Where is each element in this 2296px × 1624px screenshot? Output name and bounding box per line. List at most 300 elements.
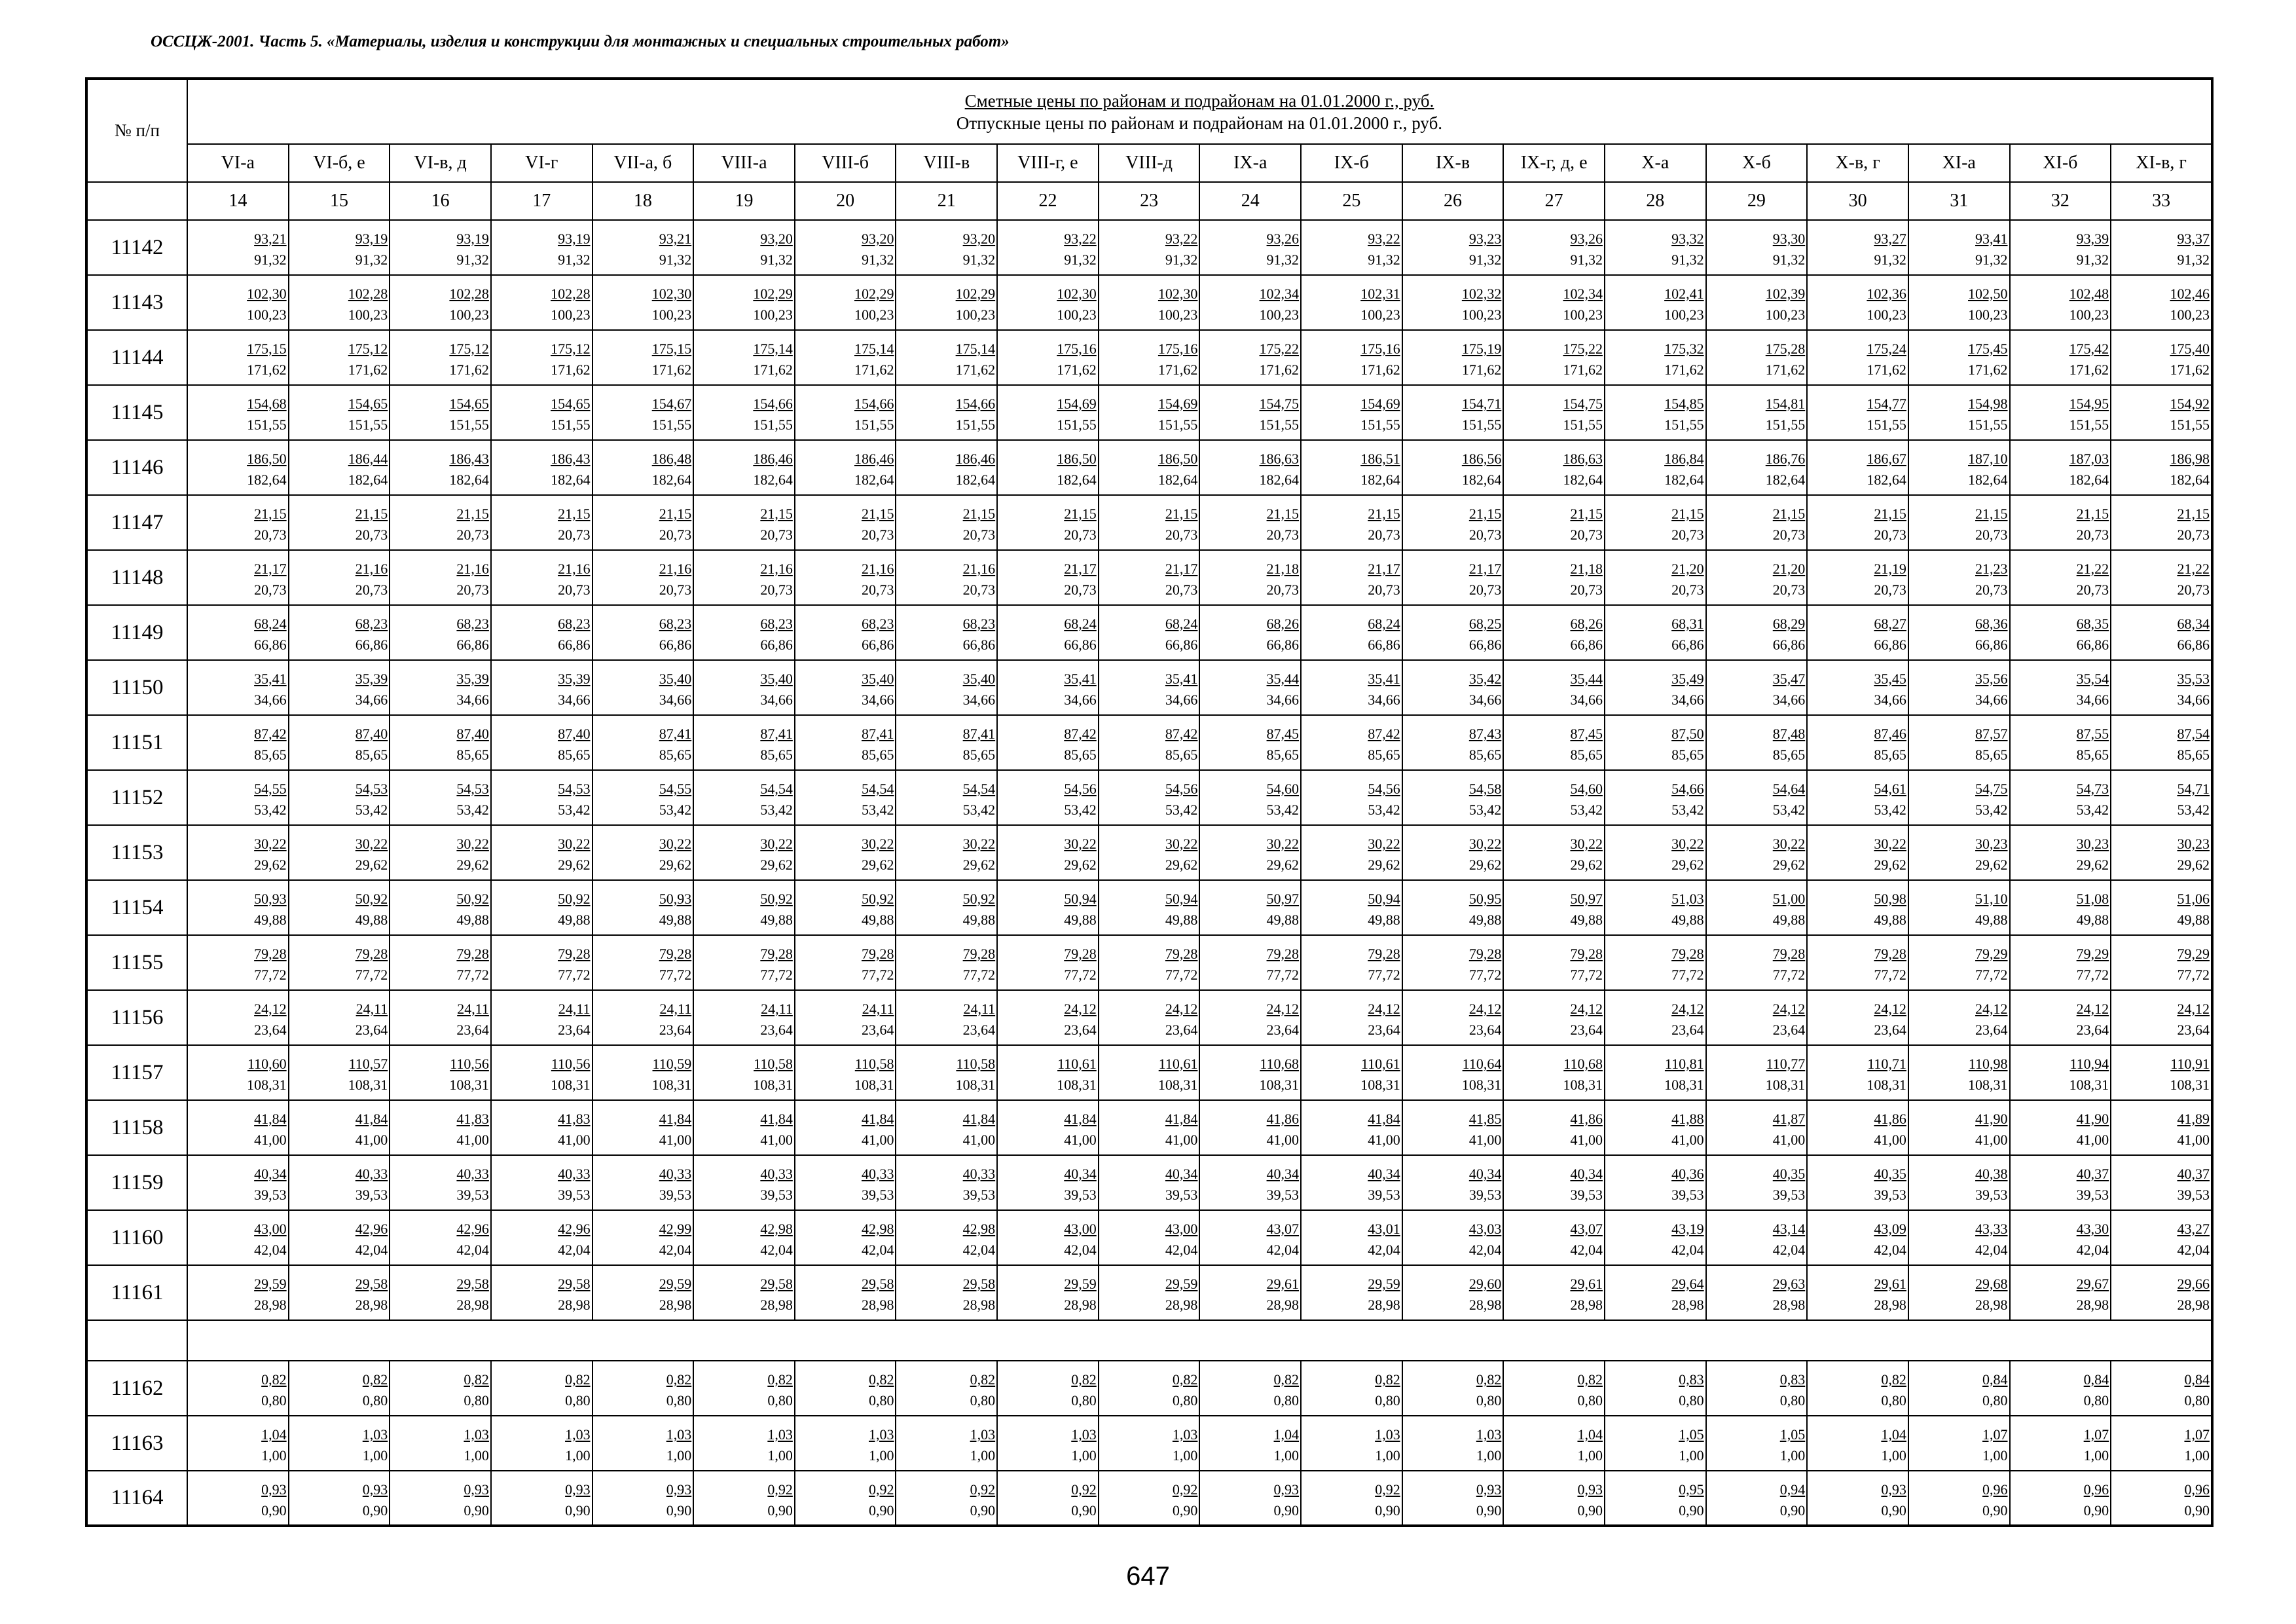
price-table bbox=[85, 77, 2214, 1527]
price-cell bbox=[896, 1210, 997, 1265]
price-cell bbox=[390, 660, 491, 715]
price-cell bbox=[1301, 220, 1402, 275]
estimated-price: 79,28 bbox=[1468, 946, 1502, 962]
column-number: 30 bbox=[1807, 182, 1908, 220]
price-cell bbox=[1908, 275, 2010, 330]
estimated-price: 110,61 bbox=[1158, 1056, 1198, 1072]
estimated-price: 30,23 bbox=[1975, 836, 2008, 852]
estimated-price: 21,15 bbox=[456, 506, 489, 522]
wholesale-price: 28,98 bbox=[558, 1297, 591, 1313]
price-cell bbox=[390, 330, 491, 385]
estimated-price: 29,66 bbox=[2177, 1276, 2210, 1292]
estimated-price: 24,12 bbox=[2076, 1001, 2109, 1017]
estimated-price: 1,07 bbox=[2184, 1426, 2210, 1443]
wholesale-price: 108,31 bbox=[551, 1077, 591, 1093]
price-cell bbox=[390, 385, 491, 440]
estimated-price: 0,95 bbox=[1679, 1481, 1704, 1498]
price-cell bbox=[1301, 495, 1402, 550]
row-number: 11145 bbox=[86, 385, 187, 440]
price-cell bbox=[1807, 715, 1908, 770]
wholesale-price: 20,73 bbox=[1165, 581, 1198, 598]
row-number: 11162 bbox=[86, 1361, 187, 1416]
estimated-price: 42,96 bbox=[355, 1221, 388, 1237]
wholesale-price: 0,90 bbox=[1982, 1502, 2008, 1519]
estimated-price: 30,22 bbox=[355, 836, 388, 852]
price-cell bbox=[491, 385, 592, 440]
price-cell bbox=[1605, 1210, 1706, 1265]
wholesale-price: 0,90 bbox=[1071, 1502, 1097, 1519]
estimated-price: 154,85 bbox=[1664, 396, 1704, 412]
wholesale-price: 151,55 bbox=[1867, 416, 1906, 433]
price-cell bbox=[1605, 275, 1706, 330]
price-cell bbox=[1908, 1045, 2010, 1100]
column-number: 18 bbox=[592, 182, 694, 220]
wholesale-price: 23,64 bbox=[760, 1022, 793, 1038]
wholesale-price: 20,73 bbox=[1368, 581, 1400, 598]
wholesale-price: 41,00 bbox=[962, 1132, 996, 1148]
price-cell bbox=[1199, 330, 1301, 385]
wholesale-price: 29,62 bbox=[1874, 857, 1906, 873]
estimated-price: 30,22 bbox=[659, 836, 692, 852]
price-cell bbox=[390, 1471, 491, 1526]
price-cell bbox=[1301, 1100, 1402, 1155]
price-cell bbox=[592, 605, 694, 660]
wholesale-price: 108,31 bbox=[348, 1077, 388, 1093]
wholesale-price: 29,62 bbox=[355, 857, 388, 873]
estimated-price: 24,12 bbox=[1468, 1001, 1502, 1017]
estimated-price: 54,53 bbox=[456, 781, 489, 797]
estimated-price: 21,15 bbox=[861, 506, 894, 522]
price-cell bbox=[1807, 440, 1908, 495]
estimated-price: 154,81 bbox=[1765, 396, 1806, 412]
wholesale-price: 0,90 bbox=[970, 1502, 996, 1519]
estimated-price: 154,71 bbox=[1461, 396, 1502, 412]
estimated-price: 1,03 bbox=[464, 1426, 489, 1443]
wholesale-price: 23,64 bbox=[1266, 1022, 1300, 1038]
price-cell bbox=[795, 1045, 896, 1100]
estimated-price: 175,32 bbox=[1664, 341, 1704, 357]
price-cell bbox=[693, 495, 795, 550]
estimated-price: 40,35 bbox=[1772, 1166, 1806, 1182]
wholesale-price: 77,72 bbox=[1368, 967, 1400, 983]
column-name: VI-а bbox=[187, 144, 289, 182]
price-cell bbox=[1301, 330, 1402, 385]
price-cell bbox=[795, 275, 896, 330]
wholesale-price: 29,62 bbox=[558, 857, 591, 873]
price-cell bbox=[1807, 990, 1908, 1045]
price-cell bbox=[997, 495, 1099, 550]
price-cell bbox=[1402, 605, 1504, 660]
wholesale-price: 77,72 bbox=[2076, 967, 2109, 983]
wholesale-price: 23,64 bbox=[1064, 1022, 1097, 1038]
estimated-price: 54,58 bbox=[1468, 781, 1502, 797]
estimated-price: 29,59 bbox=[659, 1276, 692, 1292]
price-cell bbox=[2111, 385, 2212, 440]
price-cell bbox=[1301, 385, 1402, 440]
price-cell bbox=[491, 1265, 592, 1320]
table-row bbox=[86, 1265, 2212, 1320]
estimated-price: 21,23 bbox=[1975, 561, 2008, 577]
estimated-price: 30,23 bbox=[2076, 836, 2109, 852]
estimated-price: 54,64 bbox=[1772, 781, 1806, 797]
price-cell bbox=[1199, 440, 1301, 495]
estimated-price: 87,42 bbox=[1165, 726, 1198, 742]
estimated-price: 0,93 bbox=[1577, 1481, 1603, 1498]
wholesale-price: 77,72 bbox=[760, 967, 793, 983]
wholesale-price: 108,31 bbox=[2170, 1077, 2210, 1093]
estimated-price: 154,66 bbox=[753, 396, 793, 412]
estimated-price: 21,16 bbox=[456, 561, 489, 577]
wholesale-price: 100,23 bbox=[1057, 306, 1097, 323]
column-number: 17 bbox=[491, 182, 592, 220]
price-cell bbox=[1402, 220, 1504, 275]
wholesale-price: 66,86 bbox=[254, 637, 287, 653]
estimated-price: 30,22 bbox=[1266, 836, 1300, 852]
wholesale-price: 42,04 bbox=[1266, 1242, 1300, 1258]
column-name: X-в, г bbox=[1807, 144, 1908, 182]
wholesale-price: 41,00 bbox=[1570, 1132, 1603, 1148]
wholesale-price: 53,42 bbox=[1266, 802, 1300, 818]
estimated-price: 21,15 bbox=[355, 506, 388, 522]
wholesale-price: 20,73 bbox=[659, 526, 692, 543]
estimated-price: 110,58 bbox=[754, 1056, 793, 1072]
wholesale-price: 34,66 bbox=[1772, 692, 1806, 708]
estimated-price: 50,97 bbox=[1266, 891, 1300, 907]
price-cell bbox=[693, 275, 795, 330]
price-cell bbox=[2111, 440, 2212, 495]
estimated-price: 102,46 bbox=[2170, 286, 2210, 302]
estimated-price: 186,43 bbox=[551, 451, 591, 467]
estimated-price: 154,69 bbox=[1057, 396, 1097, 412]
wholesale-price: 91,32 bbox=[1772, 251, 1806, 268]
price-cell bbox=[693, 550, 795, 605]
estimated-price: 0,92 bbox=[767, 1481, 793, 1498]
price-cell bbox=[795, 825, 896, 880]
estimated-price: 35,40 bbox=[659, 671, 692, 687]
table-row bbox=[86, 1361, 2212, 1416]
estimated-price: 40,34 bbox=[1570, 1166, 1603, 1182]
price-cell bbox=[997, 825, 1099, 880]
price-cell bbox=[1706, 495, 1808, 550]
wholesale-price: 66,86 bbox=[861, 637, 894, 653]
price-cell bbox=[1199, 1265, 1301, 1320]
price-cell bbox=[1301, 935, 1402, 990]
price-cell bbox=[997, 385, 1099, 440]
estimated-price: 79,29 bbox=[2177, 946, 2210, 962]
wholesale-price: 77,72 bbox=[1874, 967, 1906, 983]
wholesale-price: 53,42 bbox=[861, 802, 894, 818]
estimated-price: 40,33 bbox=[760, 1166, 793, 1182]
price-cell bbox=[997, 1045, 1099, 1100]
estimated-price: 42,98 bbox=[962, 1221, 996, 1237]
price-cell bbox=[1301, 605, 1402, 660]
estimated-price: 24,12 bbox=[1874, 1001, 1906, 1017]
wholesale-price: 85,65 bbox=[1671, 747, 1704, 763]
table-row bbox=[86, 935, 2212, 990]
estimated-price: 110,61 bbox=[1361, 1056, 1400, 1072]
wholesale-price: 42,04 bbox=[355, 1242, 388, 1258]
estimated-price: 21,15 bbox=[2076, 506, 2109, 522]
estimated-price: 1,05 bbox=[1679, 1426, 1704, 1443]
price-cell bbox=[1503, 1361, 1605, 1416]
estimated-price: 0,82 bbox=[565, 1371, 591, 1388]
price-cell bbox=[2111, 715, 2212, 770]
price-cell bbox=[1908, 990, 2010, 1045]
estimated-price: 87,48 bbox=[1772, 726, 1806, 742]
estimated-price: 43,07 bbox=[1570, 1221, 1603, 1237]
price-cell bbox=[1099, 880, 1200, 935]
estimated-price: 0,82 bbox=[1476, 1371, 1502, 1388]
price-cell bbox=[997, 880, 1099, 935]
wholesale-price: 77,72 bbox=[1570, 967, 1603, 983]
wholesale-price: 91,32 bbox=[1266, 251, 1300, 268]
estimated-price: 41,90 bbox=[2076, 1111, 2109, 1127]
estimated-price: 21,15 bbox=[962, 506, 996, 522]
estimated-price: 21,22 bbox=[2076, 561, 2109, 577]
estimated-price: 154,98 bbox=[1968, 396, 2008, 412]
estimated-price: 40,33 bbox=[861, 1166, 894, 1182]
price-cell bbox=[1199, 880, 1301, 935]
wholesale-price: 42,04 bbox=[456, 1242, 489, 1258]
wholesale-price: 91,32 bbox=[1975, 251, 2008, 268]
estimated-price: 21,20 bbox=[1772, 561, 1806, 577]
estimated-price: 87,42 bbox=[1064, 726, 1097, 742]
price-cell bbox=[1908, 880, 2010, 935]
column-name: X-а bbox=[1605, 144, 1706, 182]
wholesale-price: 41,00 bbox=[1975, 1132, 2008, 1148]
estimated-price: 102,28 bbox=[551, 286, 591, 302]
wholesale-price: 34,66 bbox=[1570, 692, 1603, 708]
estimated-price: 110,57 bbox=[348, 1056, 388, 1072]
wholesale-price: 0,80 bbox=[2083, 1392, 2109, 1409]
wholesale-price: 39,53 bbox=[1975, 1187, 2008, 1203]
wholesale-price: 23,64 bbox=[1368, 1022, 1400, 1038]
estimated-price: 0,96 bbox=[1982, 1481, 2008, 1498]
wholesale-price: 108,31 bbox=[1563, 1077, 1603, 1093]
wholesale-price: 41,00 bbox=[1266, 1132, 1300, 1148]
estimated-price: 40,33 bbox=[962, 1166, 996, 1182]
price-cell bbox=[693, 715, 795, 770]
wholesale-price: 182,64 bbox=[1057, 471, 1097, 488]
wholesale-price: 182,64 bbox=[247, 471, 287, 488]
estimated-price: 21,15 bbox=[1570, 506, 1603, 522]
row-number: 11146 bbox=[86, 440, 187, 495]
wholesale-price: 100,23 bbox=[1461, 306, 1502, 323]
column-name: IX-в bbox=[1402, 144, 1504, 182]
estimated-price: 102,32 bbox=[1461, 286, 1502, 302]
estimated-price: 24,12 bbox=[1975, 1001, 2008, 1017]
price-cell bbox=[795, 330, 896, 385]
estimated-price: 41,87 bbox=[1772, 1111, 1806, 1127]
estimated-price: 154,66 bbox=[854, 396, 894, 412]
price-cell bbox=[896, 550, 997, 605]
price-cell bbox=[1807, 770, 1908, 825]
estimated-price: 93,30 bbox=[1772, 231, 1806, 247]
price-cell bbox=[1503, 935, 1605, 990]
price-cell bbox=[592, 220, 694, 275]
estimated-price: 68,35 bbox=[2076, 616, 2109, 632]
price-cell bbox=[693, 660, 795, 715]
estimated-price: 110,59 bbox=[652, 1056, 692, 1072]
wholesale-price: 34,66 bbox=[558, 692, 591, 708]
estimated-price: 1,03 bbox=[1071, 1426, 1097, 1443]
wholesale-price: 29,62 bbox=[1468, 857, 1502, 873]
price-cell bbox=[592, 275, 694, 330]
wholesale-price: 41,00 bbox=[1874, 1132, 1906, 1148]
wholesale-price: 23,64 bbox=[254, 1022, 287, 1038]
estimated-price: 41,84 bbox=[659, 1111, 692, 1127]
wholesale-price: 41,00 bbox=[760, 1132, 793, 1148]
price-cell bbox=[1099, 715, 1200, 770]
estimated-price: 0,93 bbox=[1273, 1481, 1300, 1498]
price-cell bbox=[289, 220, 390, 275]
price-cell bbox=[1099, 1265, 1200, 1320]
estimated-price: 21,18 bbox=[1570, 561, 1603, 577]
wholesale-price: 29,62 bbox=[1671, 857, 1704, 873]
price-cell bbox=[693, 220, 795, 275]
wholesale-price: 182,64 bbox=[1360, 471, 1400, 488]
wholesale-price: 182,64 bbox=[651, 471, 692, 488]
price-cell bbox=[289, 770, 390, 825]
price-cell bbox=[896, 770, 997, 825]
estimated-price: 102,28 bbox=[449, 286, 489, 302]
wholesale-price: 34,66 bbox=[861, 692, 894, 708]
price-cell bbox=[390, 1361, 491, 1416]
wholesale-price: 20,73 bbox=[1772, 526, 1806, 543]
table-row bbox=[86, 1100, 2212, 1155]
estimated-price: 24,11 bbox=[862, 1001, 894, 1017]
wholesale-price: 151,55 bbox=[1360, 416, 1400, 433]
price-cell bbox=[187, 990, 289, 1045]
estimated-price: 29,61 bbox=[1570, 1276, 1603, 1292]
estimated-price: 186,63 bbox=[1259, 451, 1300, 467]
estimated-price: 40,33 bbox=[355, 1166, 388, 1182]
price-cell bbox=[795, 660, 896, 715]
estimated-price: 21,17 bbox=[254, 561, 287, 577]
wholesale-price: 85,65 bbox=[558, 747, 591, 763]
wholesale-price: 108,31 bbox=[1867, 1077, 1906, 1093]
estimated-price: 41,84 bbox=[1064, 1111, 1097, 1127]
wholesale-price: 39,53 bbox=[1368, 1187, 1400, 1203]
wholesale-price: 20,73 bbox=[1266, 581, 1300, 598]
estimated-price: 93,19 bbox=[558, 231, 591, 247]
estimated-price: 79,28 bbox=[254, 946, 287, 962]
column-number: 19 bbox=[693, 182, 795, 220]
price-cell bbox=[1706, 1265, 1808, 1320]
estimated-price: 68,36 bbox=[1975, 616, 2008, 632]
price-cell bbox=[1402, 825, 1504, 880]
price-cell bbox=[693, 990, 795, 1045]
wholesale-price: 49,88 bbox=[1266, 912, 1300, 928]
price-cell bbox=[2010, 385, 2111, 440]
estimated-price: 43,00 bbox=[1064, 1221, 1097, 1237]
price-cell bbox=[1199, 1471, 1301, 1526]
wholesale-price: 151,55 bbox=[2069, 416, 2109, 433]
price-cell bbox=[1605, 660, 1706, 715]
price-cell bbox=[592, 825, 694, 880]
estimated-price: 87,43 bbox=[1468, 726, 1502, 742]
wholesale-price: 39,53 bbox=[1874, 1187, 1906, 1203]
estimated-price: 54,54 bbox=[962, 781, 996, 797]
estimated-price: 93,22 bbox=[1368, 231, 1400, 247]
price-cell bbox=[1605, 935, 1706, 990]
price-cell bbox=[896, 385, 997, 440]
estimated-price: 87,50 bbox=[1671, 726, 1704, 742]
price-cell bbox=[491, 440, 592, 495]
price-cell bbox=[896, 660, 997, 715]
estimated-price: 102,31 bbox=[1360, 286, 1400, 302]
price-cell bbox=[896, 825, 997, 880]
price-cell bbox=[592, 990, 694, 1045]
estimated-price: 21,15 bbox=[2177, 506, 2210, 522]
price-cell bbox=[1807, 825, 1908, 880]
estimated-price: 51,00 bbox=[1772, 891, 1806, 907]
wholesale-price: 171,62 bbox=[1563, 361, 1603, 378]
wholesale-price: 66,86 bbox=[2177, 637, 2210, 653]
price-cell bbox=[1706, 825, 1808, 880]
price-cell bbox=[491, 1416, 592, 1471]
estimated-price: 24,12 bbox=[2177, 1001, 2210, 1017]
wholesale-price: 151,55 bbox=[1259, 416, 1300, 433]
wholesale-price: 0,90 bbox=[1577, 1502, 1603, 1519]
price-cell bbox=[1301, 275, 1402, 330]
price-cell bbox=[896, 715, 997, 770]
wholesale-price: 0,90 bbox=[2184, 1502, 2210, 1519]
wholesale-price: 39,53 bbox=[1570, 1187, 1603, 1203]
estimated-price: 29,63 bbox=[1772, 1276, 1806, 1292]
wholesale-price: 0,90 bbox=[261, 1502, 287, 1519]
estimated-price: 93,26 bbox=[1266, 231, 1300, 247]
price-cell bbox=[1807, 1045, 1908, 1100]
estimated-price: 68,24 bbox=[1165, 616, 1198, 632]
price-cell bbox=[1199, 990, 1301, 1045]
estimated-price: 87,42 bbox=[1368, 726, 1400, 742]
wholesale-price: 53,42 bbox=[1671, 802, 1704, 818]
row-number: 11160 bbox=[86, 1210, 187, 1265]
wholesale-price: 0,90 bbox=[464, 1502, 489, 1519]
wholesale-price: 20,73 bbox=[254, 526, 287, 543]
wholesale-price: 39,53 bbox=[962, 1187, 996, 1203]
estimated-price: 0,96 bbox=[2184, 1481, 2210, 1498]
wholesale-price: 182,64 bbox=[1765, 471, 1806, 488]
wholesale-price: 41,00 bbox=[1671, 1132, 1704, 1148]
estimated-price: 41,86 bbox=[1874, 1111, 1906, 1127]
estimated-price: 68,23 bbox=[355, 616, 388, 632]
estimated-price: 21,16 bbox=[355, 561, 388, 577]
wholesale-price: 0,80 bbox=[1476, 1392, 1502, 1409]
price-cell bbox=[1706, 385, 1808, 440]
estimated-price: 93,26 bbox=[1570, 231, 1603, 247]
wholesale-price: 151,55 bbox=[1563, 416, 1603, 433]
estimated-price: 93,20 bbox=[861, 231, 894, 247]
wholesale-price: 171,62 bbox=[449, 361, 489, 378]
price-cell bbox=[289, 1155, 390, 1210]
estimated-price: 50,92 bbox=[760, 891, 793, 907]
wholesale-price: 53,42 bbox=[2076, 802, 2109, 818]
wholesale-price: 29,62 bbox=[1975, 857, 2008, 873]
estimated-price: 110,68 bbox=[1260, 1056, 1300, 1072]
wholesale-price: 85,65 bbox=[659, 747, 692, 763]
wholesale-price: 0,90 bbox=[1172, 1502, 1198, 1519]
price-cell bbox=[1503, 1045, 1605, 1100]
price-cell bbox=[592, 1100, 694, 1155]
estimated-price: 29,61 bbox=[1874, 1276, 1906, 1292]
wholesale-price: 151,55 bbox=[854, 416, 894, 433]
price-cell bbox=[2010, 605, 2111, 660]
wholesale-price: 28,98 bbox=[1064, 1297, 1097, 1313]
wholesale-price: 0,80 bbox=[2184, 1392, 2210, 1409]
wholesale-price: 41,00 bbox=[1165, 1132, 1198, 1148]
